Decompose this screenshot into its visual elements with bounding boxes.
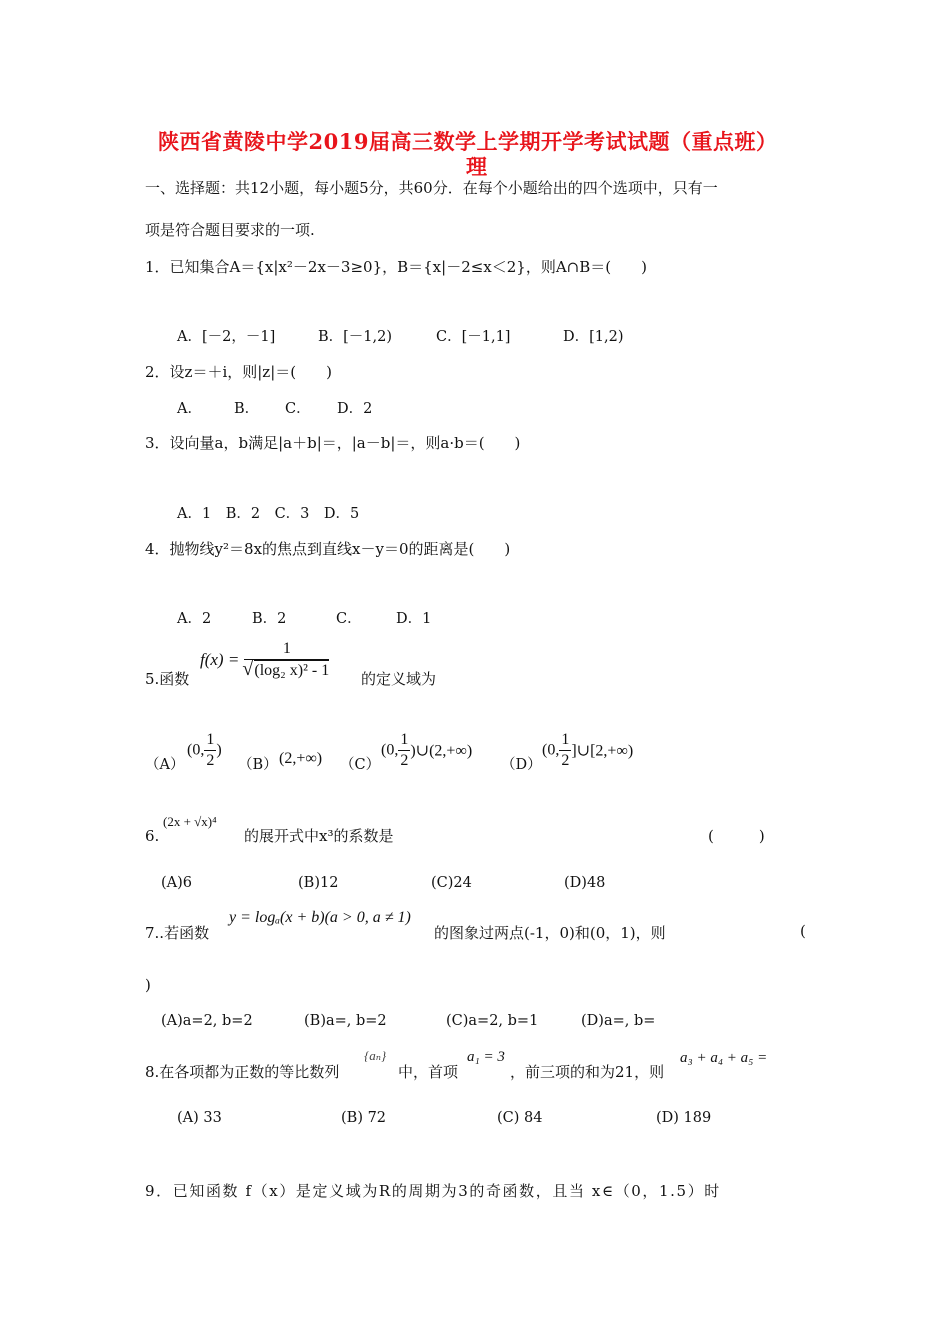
q6-option-a: (A)6 [161, 875, 193, 891]
q8-option-a: (A) 33 [177, 1110, 222, 1126]
question-6-number: 6. [145, 827, 160, 845]
q7-option-c: (C)a=2, b=1 [446, 1013, 539, 1029]
q2-option-b: B． [234, 401, 260, 417]
question-9-stem: 9．已知函数 f（x）是定义域为R的周期为3的奇函数，且当 x∈（0，1.5）时 [145, 1182, 721, 1200]
question-7-stem: 的图象过两点(-1，0)和(0，1)，则 [434, 924, 666, 942]
q6-option-b: (B)12 [298, 875, 339, 891]
page-title-subject: 理 [466, 154, 488, 179]
q7-option-d: (D)a=, b= [581, 1013, 656, 1029]
q7-paren-open: ( [800, 922, 806, 940]
q8-mid: 中，首项 [398, 1063, 459, 1081]
question-6-stem: 的展开式中x³的系数是 [244, 827, 394, 845]
q7-option-b: (B)a=, b=2 [304, 1013, 387, 1029]
q8-first-term: a₁ = 3 [467, 1049, 505, 1065]
question-2-stem: 2．设z＝＋i，则|z|＝( ) [145, 363, 332, 381]
q8-expression: a₃ + a₄ + a₅ = [680, 1050, 768, 1066]
q5-label-d: （D） [501, 757, 542, 773]
q1-option-d: D．[1,2) [563, 329, 624, 345]
page-title: 陕西省黄陵中学2019届高三数学上学期开学考试试题（重点班） [158, 129, 778, 154]
q5-label-a: （A） [145, 757, 185, 773]
q8-option-d: (D) 189 [656, 1110, 712, 1126]
section-instruction-cont: 项是符合题目要求的一项. [145, 221, 315, 239]
question-5-suffix: 的定义域为 [361, 670, 437, 688]
q5-option-b: (2,+∞) [279, 750, 323, 767]
q3-options: A．1 B．2 C．3 D．5 [177, 506, 360, 522]
question-7-prefix: 7..若函数 [145, 924, 210, 942]
q5-numerator: 1 [244, 639, 329, 660]
question-5-prefix: 5.函数 [145, 670, 190, 688]
q4-option-b: B．2 [252, 611, 287, 627]
question-8-prefix: 8.在各项都为正数的等比数列 [145, 1063, 340, 1081]
q4-option-d: D．1 [396, 611, 432, 627]
section-instruction: 一、选择题：共12小题，每小题5分，共60分．在每个小题给出的四个选项中，只有一 [145, 179, 718, 197]
q7-option-a: (A)a=2, b=2 [161, 1013, 253, 1029]
q7-expression: y = logₐ(x + b)(a > 0, a ≠ 1) [229, 909, 411, 926]
q5-label-c: （C） [340, 757, 381, 773]
q1-option-c: C．[－1,1] [436, 329, 511, 345]
q5-label-b: （B） [238, 757, 278, 773]
q4-option-c: C． [336, 611, 362, 627]
q2-option-d: D．2 [337, 401, 373, 417]
q5-option-c: (0, $\frac{1}{2}$ )∪(2,+∞) [381, 731, 473, 769]
q5-denominator: √ (log₂ x)² - 1 [242, 658, 330, 680]
q5-option-d: (0, $\frac{1}{2}$ ]∪[2,+∞) [542, 731, 634, 769]
q8-option-c: (C) 84 [497, 1110, 543, 1126]
q4-option-a: A．2 [177, 611, 212, 627]
q2-option-a: A． [177, 401, 202, 417]
q8-option-b: (B) 72 [341, 1110, 387, 1126]
q5-func-lhs: f(x) = [200, 650, 240, 669]
q1-option-a: A．[－2，－1] [177, 329, 276, 345]
q1-option-b: B．[－1,2) [318, 329, 393, 345]
q6-option-d: (D)48 [564, 875, 606, 891]
q6-option-c: (C)24 [431, 875, 472, 891]
q2-option-c: C． [285, 401, 311, 417]
question-3-stem: 3．设向量a，b满足|a＋b|＝，|a－b|＝，则a·b＝( ) [145, 434, 521, 452]
q6-answer-paren: ( ) [708, 827, 765, 845]
question-1-stem: 1．已知集合A＝{x|x²－2x－3≥0}，B＝{x|－2≤x＜2}，则A∩B＝( ) [145, 258, 647, 276]
question-4-stem: 4．抛物线y²＝8x的焦点到直线x－y＝0的距离是( ) [145, 540, 511, 558]
q5-option-a: (0, $\frac{1}{2}$ ) [187, 731, 222, 769]
q5-fraction [244, 639, 329, 681]
q5-function-formula [200, 639, 329, 681]
q8-sequence: {aₙ} [364, 1048, 387, 1063]
q6-expression: (2x + √x)⁴ [163, 814, 217, 829]
q8-tail: ，前三项的和为21，则 [510, 1063, 665, 1081]
q7-paren-close: ) [145, 976, 151, 994]
sqrt-icon: √ [242, 658, 254, 680]
